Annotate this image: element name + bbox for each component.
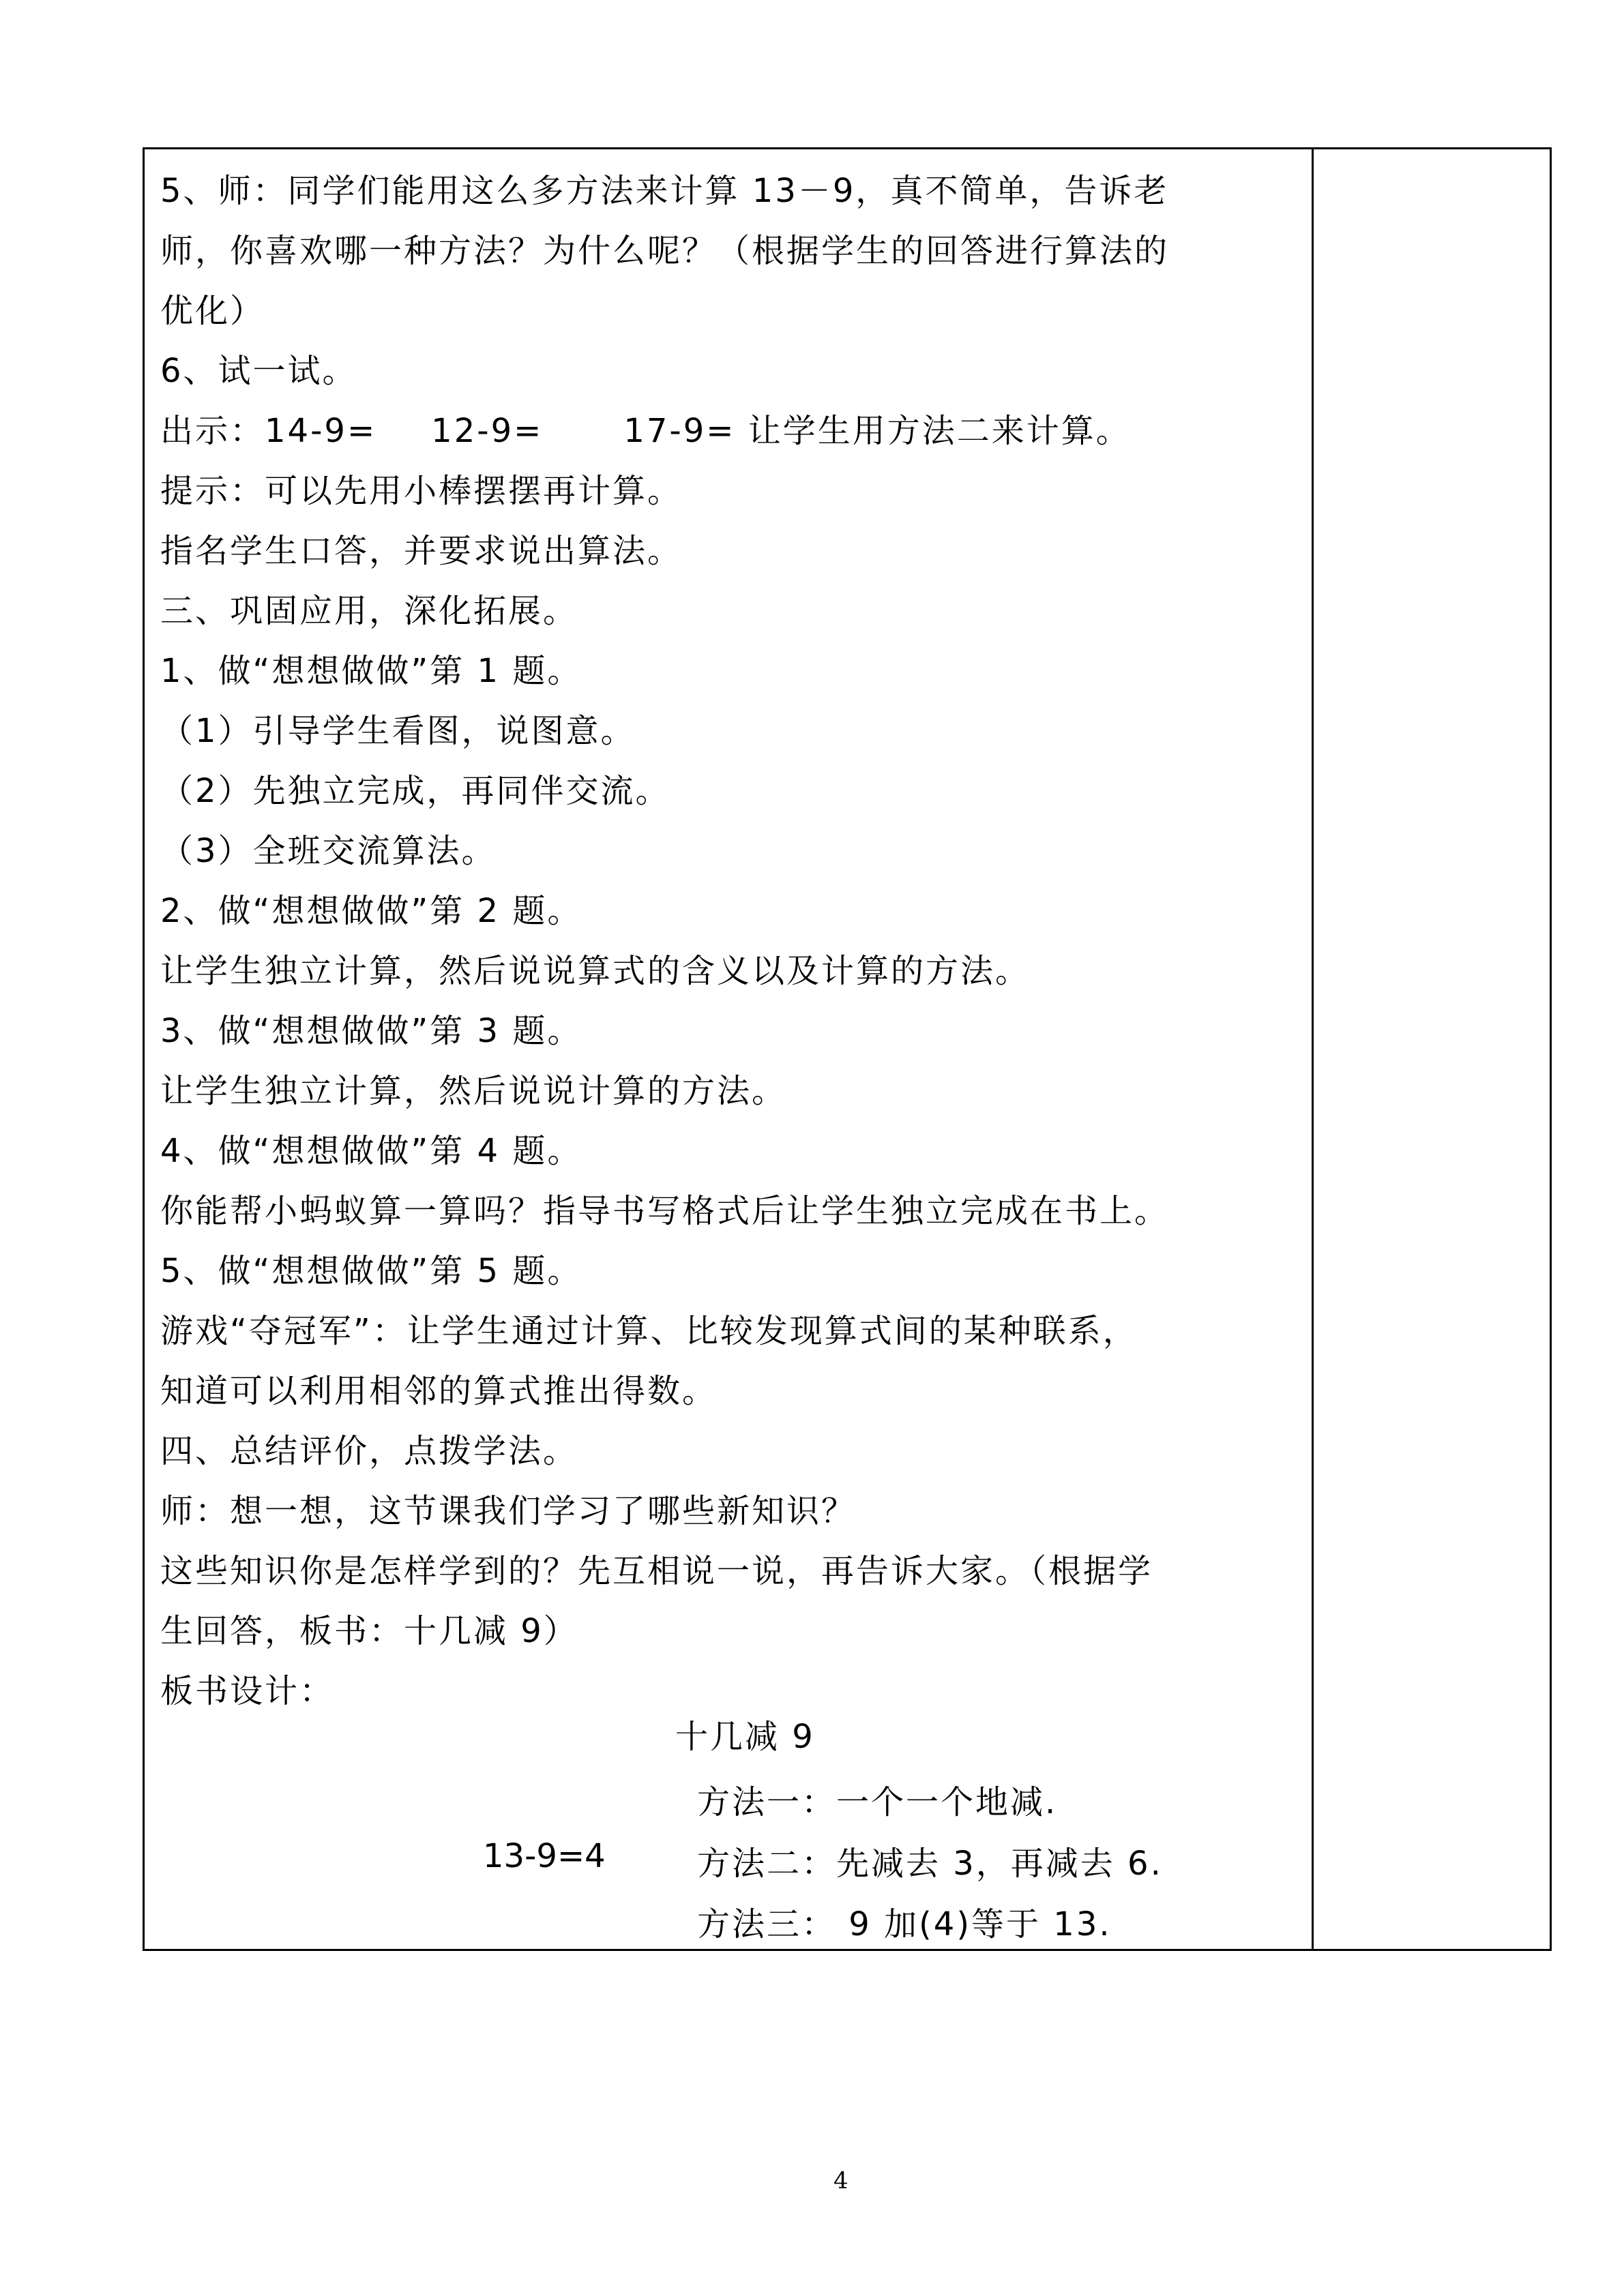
board-method-1: 方法一：一个一个地减.: [697, 1783, 1058, 1821]
text-line: 6、试一试。: [160, 352, 357, 390]
show-suffix: 让学生用方法二来计算。: [735, 412, 1131, 450]
text-line: 这些知识你是怎样学到的？先互相说一说，再告诉大家。（根据学: [160, 1552, 1153, 1590]
text-line: 1、做“想想做做”第 1 题。: [160, 652, 582, 690]
text-line: （2）先独立完成，再同伴交流。: [160, 772, 670, 810]
show-equation-2: 12-9=: [431, 412, 544, 450]
section-heading: 四、总结评价，点拨学法。: [160, 1432, 578, 1470]
lesson-table: [143, 147, 1552, 1951]
board-method-3: 方法三： 9 加(4)等于 13.: [697, 1905, 1112, 1943]
text-line: 师：想一想，这节课我们学习了哪些新知识？: [160, 1492, 857, 1530]
text-line: （1）引导学生看图，说图意。: [160, 712, 636, 750]
board-method-2: 方法二：先减去 3，再减去 6.: [697, 1845, 1163, 1883]
text-line: 指名学生口答，并要求说出算法。: [160, 532, 683, 570]
text-line: 生回答，板书：十几减 9）: [160, 1612, 578, 1650]
text-line: 你能帮小蚂蚁算一算吗？指导书写格式后让学生独立完成在书上。: [160, 1192, 1170, 1230]
text-line: （3）全班交流算法。: [160, 832, 497, 870]
text-line: 3、做“想想做做”第 3 题。: [160, 1012, 582, 1050]
text-line: 5、师：同学们能用这么多方法来计算 13－9，真不简单，告诉老: [160, 172, 1169, 210]
text-line: 让学生独立计算，然后说说计算的方法。: [160, 1072, 787, 1110]
text-line: 游戏“夺冠军”：让学生通过计算、比较发现算式间的某种联系，: [160, 1312, 1138, 1350]
text-line: 5、做“想想做做”第 5 题。: [160, 1252, 582, 1290]
board-title: 十几减 9: [675, 1718, 815, 1756]
show-prefix: 出示：14-9=: [160, 412, 377, 450]
board-equation: 13-9=4: [483, 1837, 606, 1875]
text-line: 4、做“想想做做”第 4 题。: [160, 1132, 582, 1170]
show-line: [160, 401, 1299, 461]
text-line: 师，你喜欢哪一种方法？为什么呢？（根据学生的回答进行算法的: [160, 232, 1170, 270]
section-heading: 三、巩固应用，深化拓展。: [160, 592, 578, 630]
lesson-content-cell: [160, 161, 1299, 1721]
text-line: 知道可以利用相邻的算式推出得数。: [160, 1372, 718, 1410]
text-line: 提示：可以先用小棒摆摆再计算。: [160, 472, 683, 510]
text-line: 板书设计：: [160, 1672, 335, 1710]
text-line: 2、做“想想做做”第 2 题。: [160, 892, 582, 930]
show-equation-3: 17-9=: [623, 412, 736, 450]
text-line: 优化）: [160, 292, 265, 330]
text-line: 让学生独立计算，然后说说算式的含义以及计算的方法。: [160, 952, 1031, 990]
column-divider: [1312, 149, 1314, 1949]
page-number: 4: [833, 2167, 848, 2194]
